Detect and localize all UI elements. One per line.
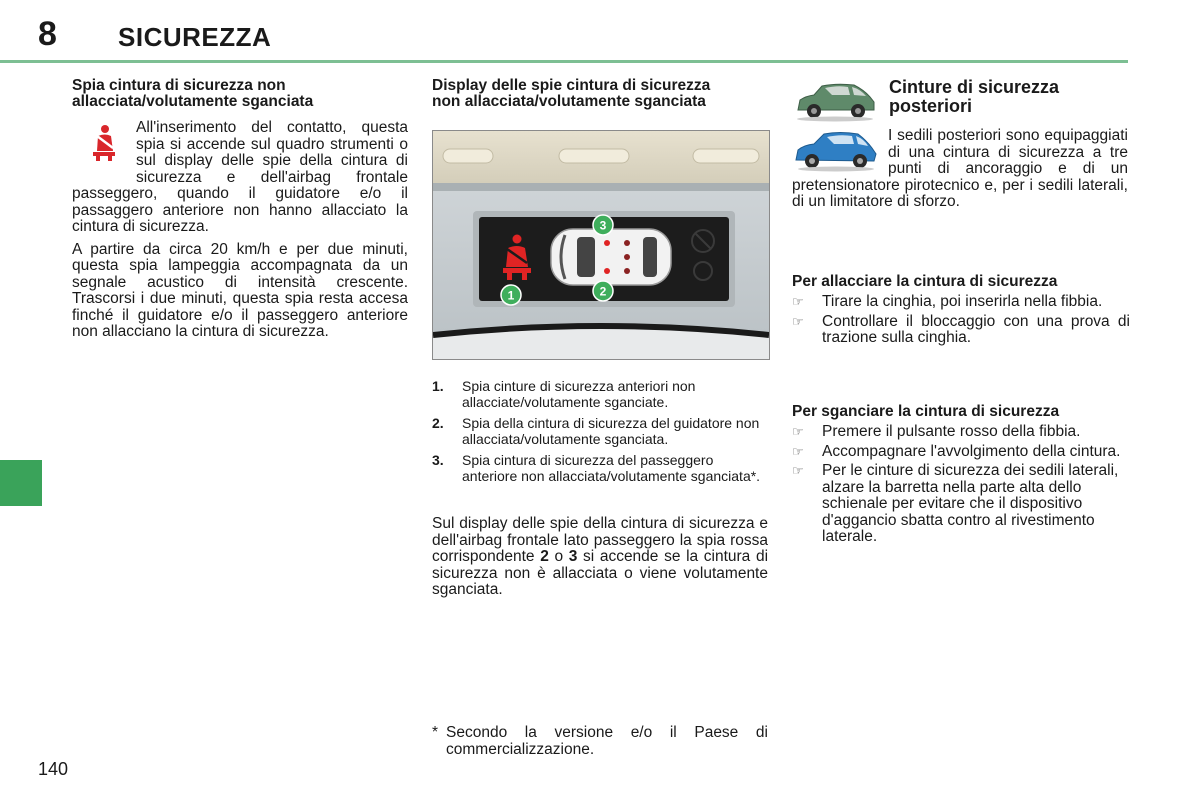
fasten-step: [792, 314, 1130, 347]
callout-legend: [432, 378, 772, 489]
right-intro: I sedili posteriori sono equipaggiati di una cintura di sicurezza a tre punti di ancoraggio e di un pretensionatore pirotecnico e, per i sedili laterali, di un limitatore di sforzo.: [792, 127, 1128, 210]
middle-paragraph-part-a: Sul display delle spie della cintura di sicurezza e dell'airbag frontale lato passeggero la spia rossa corrispondente: [432, 515, 768, 565]
middle-heading-line1: Display delle spie cintura di sicurezza: [432, 77, 711, 94]
fasten-heading: Per allacciare la cintura di sicurezza: [792, 273, 1058, 290]
pointing-hand-icon: ☞: [792, 313, 804, 329]
chapter-title: SICUREZZA: [118, 22, 272, 52]
chapter-side-tab: [0, 460, 42, 506]
right-title: [889, 78, 1129, 116]
footnote-star: *: [432, 724, 439, 741]
callout-1-label: 1: [507, 288, 515, 303]
page-number: 140: [38, 759, 69, 779]
legend-item-number: 3.: [432, 452, 444, 468]
callout-1-badge: [501, 285, 521, 305]
left-heading: [72, 78, 408, 110]
middle-paragraph-or: o: [548, 548, 569, 565]
legend-item: [432, 378, 772, 410]
callout-3-badge: [593, 215, 613, 235]
car-side-view-icon: [792, 80, 878, 122]
fasten-step-text: Controllare il bloccaggio con una prova di trazione sulla cinghia.: [822, 312, 1130, 346]
right-title-line1: Cinture di sicurezza: [889, 77, 1060, 97]
release-step: [792, 424, 1130, 441]
middle-heading: [432, 78, 772, 110]
callout-2-badge: [593, 281, 613, 301]
right-title-line2: posteriori: [889, 96, 973, 116]
release-step-text: Accompagnare l'avvolgimento della cintura.: [822, 442, 1121, 460]
release-step-text: Premere il pulsante rosso della fibbia.: [822, 423, 1081, 440]
callout-3-label: 3: [599, 218, 607, 233]
release-step: [792, 444, 1130, 461]
middle-paragraph-ref-2: 2: [540, 548, 549, 565]
middle-paragraph-part-c: si accende se la cintura di sicurezza non è allacciata o viene volutamente sganciata.: [432, 548, 769, 598]
legend-item-text: Spia della cintura di sicurezza del guidatore non allacciata/volutamente sganciata.: [462, 415, 760, 447]
middle-paragraph-ref-3: 3: [568, 548, 578, 565]
left-paragraph-2: A partire da circa 20 km/h e per due minuti, questa spia lampeggia accompagnata da un segnale acustico di intensità crescente. Trascorsi i due minuti, questa spia resta accesa finché il guidatore e/o il passeggero anteriore non allacciano la cintura di sicurezza.: [72, 240, 408, 340]
left-column: [72, 78, 408, 341]
left-heading-line1: Spia cintura di sicurezza non: [72, 77, 286, 94]
callout-2-label: 2: [599, 284, 607, 299]
pointing-hand-icon: ☞: [792, 443, 804, 459]
legend-item: [432, 415, 772, 447]
middle-heading-line2: non allacciata/volutamente sganciata: [432, 93, 706, 110]
legend-item-text: Spia cinture di sicurezza anteriori non allacciate/volutamente sganciate.: [462, 378, 696, 410]
pointing-hand-icon: ☞: [792, 424, 804, 439]
car-icons-spacer: [792, 128, 888, 176]
left-heading-line2: allacciata/volutamente sganciata: [72, 93, 314, 110]
left-paragraph-1: All'inserimento del contatto, questa spia si accende sul quadro strumenti o sul display delle spie della cintura di sicurezza e dell'airbag frontale passeggero, quando il guidatore e/o il passaggero anteriore non hanno allacciato la cintura di sicurezza.: [72, 119, 408, 235]
fasten-step-text: Tirare la cinghia, poi inserirla nella fibbia.: [822, 293, 1103, 310]
fasten-section: [792, 274, 1130, 347]
pointing-hand-icon: ☞: [792, 294, 804, 309]
pointing-hand-icon: ☞: [792, 463, 804, 478]
middle-paragraph: [432, 516, 768, 599]
legend-item-number: 2.: [432, 415, 444, 431]
legend-item: [432, 452, 772, 484]
release-step-text: Per le cinture di sicurezza dei sedili laterali, alzare la barretta nella parte alta dello schienale per evitare che il dispositivo d'aggancio sbatta contro al rivestimento laterale.: [822, 462, 1119, 545]
seatbelt-display-illustration: [432, 130, 770, 360]
header-rule: [0, 60, 1128, 63]
release-heading: Per sganciare la cintura di sicurezza: [792, 403, 1060, 420]
footnote-text: Secondo la versione e/o il Paese di commercializzazione.: [446, 724, 768, 758]
legend-item-number: 1.: [432, 378, 444, 394]
left-body: [72, 120, 408, 341]
release-step: [792, 463, 1130, 546]
chapter-number: 8: [38, 15, 57, 53]
fasten-step: [792, 294, 1130, 311]
legend-item-text: Spia cintura di sicurezza del passeggero anteriore non allacciata/volutamente sganciata*.: [462, 452, 761, 484]
footnote: [432, 724, 768, 758]
release-section: [792, 404, 1130, 546]
seatbelt-warning-icon: [72, 120, 136, 170]
right-intro-wrap: [792, 128, 1128, 211]
